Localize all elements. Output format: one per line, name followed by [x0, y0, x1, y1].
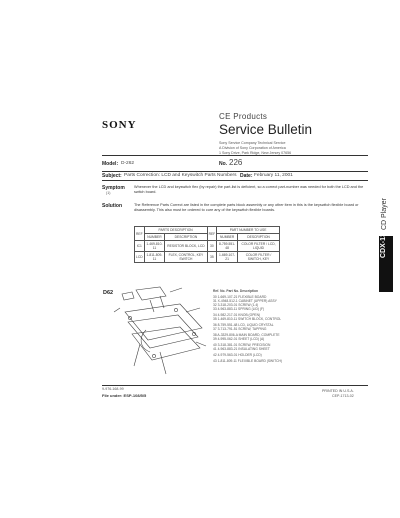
exploded-view-diagram: [110, 282, 210, 382]
col-description: DESCRIPTION: [165, 234, 207, 241]
solution-text: The Reference Parts Correct are listed in the complete parts block assembly or any other item in this is the keyswitch flexible board or disassembly. This also must be ordered to cure any of the keyswitch flexible boards.: [134, 203, 359, 212]
legend-row: 31 X-4948-512-1 CABINET (UPPER) ASSY: [213, 299, 277, 303]
footer-rule: [102, 385, 368, 386]
col-number: NUMBER: [144, 234, 165, 241]
col-ref-header-2: REF: [207, 227, 217, 241]
table-cell: 1-811-809-11: [144, 252, 165, 263]
footer-right: [322, 389, 354, 399]
table-cell: FLEX, CONTROL, KEY SWITCH: [165, 252, 207, 263]
legend-row: 39 4-995-062-01 SHEET (LCD) (A): [213, 337, 265, 341]
footer-code: 9-976-168-99: [102, 387, 124, 391]
section-tab-label: CDX-13: [380, 233, 387, 258]
legend-row: 43 1-811-809-11 FLEXIBLE BOARD (SWITCH): [213, 359, 282, 363]
table-row: [135, 252, 280, 263]
bulletin-title: Service Bulletin: [219, 122, 313, 137]
latch-part: [122, 292, 134, 300]
date-value: February 11, 2001: [254, 173, 293, 178]
cabinet-outline: [125, 304, 202, 340]
footer-right-line: PRINTED IN U.S.A.: [322, 389, 354, 393]
lower-case-outline: [132, 327, 200, 360]
legend-row: 41 4-963-883-21 INSULATING SHEET: [213, 347, 270, 351]
legend-row: 30 1-669-107-21 FLEXIBLE BOARD: [213, 295, 267, 299]
table-cell: 1-469-810-11: [144, 241, 165, 252]
legend-title: Ref. No. Part No. Description: [213, 289, 259, 293]
col-new-description: DESCRIPTION: [238, 234, 280, 241]
figure-callout: D62: [103, 290, 114, 296]
table-cell: LCD: [135, 252, 145, 263]
model-label: Model:: [102, 161, 119, 167]
company-line: Sony Service Company Technical Service: [219, 141, 286, 145]
product-line: CE Products: [219, 112, 268, 121]
col-ref-header: REF: [135, 227, 145, 241]
screw: [174, 308, 177, 311]
model-value: D-262: [121, 161, 135, 166]
subject-value: Parts Correction: LCD and Keyswitch Parts Numbers: [124, 173, 237, 178]
legend-row: 38 A-3329-806-A MAIN BOARD, COMPLETE: [213, 333, 280, 337]
table-cell: RESISTOR BLOCK, LCD: [165, 241, 207, 252]
legend-row: 32 3-318-203-01 SCREW (1.4): [213, 303, 259, 307]
col-new-number: NUMBER: [217, 234, 238, 241]
legend-row: 37 3-713-791-51 SCREW, TAPPING: [213, 327, 267, 331]
col-old-group: PARTS DESCRIPTION: [144, 227, 207, 234]
table-cell: 8-759-551-48: [217, 241, 238, 252]
company-block: [219, 141, 291, 155]
table-cell: IC1: [135, 241, 145, 252]
table-cell: COLOR FILTER / SWITCH, KEY: [238, 252, 280, 263]
section-tab: [379, 233, 393, 292]
symptom-note: (1): [106, 191, 111, 195]
header-rule-top: [102, 155, 368, 156]
legend-row: 33 4-963-883-11 SPRING (LID) (F): [213, 307, 265, 311]
solution-label: Solution: [102, 203, 122, 209]
legend-row: 40 3-318-381-01 SCREW, PRECISION: [213, 343, 271, 347]
section-label: CD Player: [381, 198, 388, 230]
footer-right-line: CEP-1713-02: [331, 393, 354, 398]
subject-label: Subject:: [102, 173, 122, 179]
date-label: Date:: [240, 173, 253, 179]
lcd-outline: [136, 287, 166, 300]
symptom-text: Whenever the LCD and keyswitch flex (by repair) the part-list is deficient, so a correct part-number was needed for both the LCD and the switch board.: [134, 185, 364, 194]
table-cell: 30: [207, 241, 217, 252]
sony-logo: SONY: [102, 119, 137, 131]
company-line: A Division of Sony Corporation of America: [219, 145, 286, 150]
legend-row: 42 4-979-563-01 HOLDER (LCD): [213, 353, 262, 357]
legend-row: 36 8-759-551-48 LCD, LIQUID CRYSTAL: [213, 323, 274, 327]
footer-reference: File under: ESP-108/5/5: [102, 393, 147, 398]
legend-row: 35 1-469-810-11 SWITCH BLOCK, CONTROL: [213, 317, 282, 321]
symptom-label: Symptom: [102, 185, 125, 191]
table-cell: 1-669-107-21: [217, 252, 238, 263]
table-cell: COLOR FILTER / LCD, LIQUID: [238, 241, 280, 252]
col-new-group: PART NUMBER TO USE: [217, 227, 280, 234]
flex-cable: [141, 296, 164, 352]
number-label: No.: [219, 161, 228, 167]
legend-row: 34 4-982-217-01 KNOB (OPEN): [213, 313, 261, 317]
header-rule-mid: [102, 171, 368, 172]
table-cell: 35: [207, 252, 217, 263]
table-row: [135, 241, 280, 252]
company-line: 1 Sony Drive, Park Ridge, New Jersey 07656: [219, 150, 292, 155]
parts-table: [134, 226, 280, 263]
screw: [152, 354, 155, 357]
header-rule-bottom: [102, 180, 368, 181]
bulletin-number: 226: [229, 158, 243, 167]
